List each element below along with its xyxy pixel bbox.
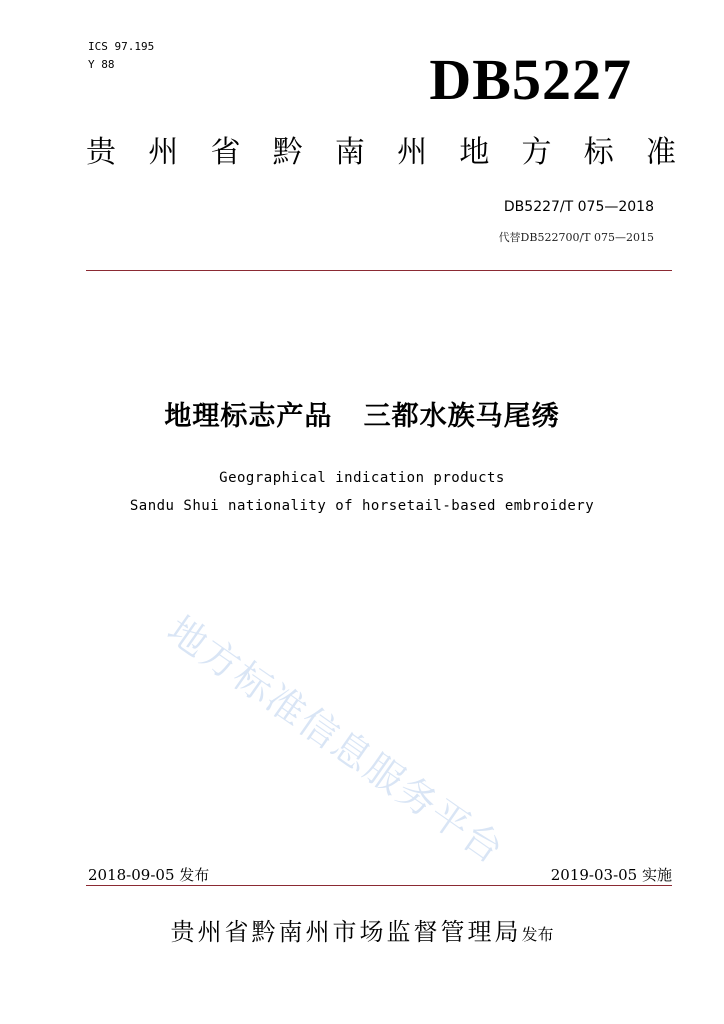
issuer-suffix: 发布 (521, 925, 554, 944)
issuer (0, 912, 724, 947)
ics-code: ICS 97.195 (88, 40, 155, 53)
english-title-line-2: Sandu Shui nationality of horsetail-based embroidery (129, 498, 595, 514)
standard-type-char: 标 (583, 135, 614, 170)
standard-type-char: 州 (148, 135, 179, 170)
replaces-note: 代替DB522700/T 075—2015 (498, 231, 654, 244)
issue-date: 2018-09-05 发布 (88, 866, 210, 884)
watermark: 地方标准信息服务平台 (159, 607, 513, 873)
issuer-name: 贵州省黔南州市场监督管理局 (170, 918, 522, 946)
standard-number: DB5227/T 075—2018 (503, 199, 654, 215)
db-code-logo: DB5227 (429, 47, 632, 112)
standard-type-char: 方 (521, 135, 552, 170)
classification-code: Y 88 (88, 58, 115, 71)
implement-date: 2019-03-05 实施 (550, 866, 672, 884)
standard-type-char: 准 (645, 135, 676, 170)
standard-type-char: 州 (397, 135, 428, 170)
bottom-divider (86, 885, 672, 886)
standard-type-char: 贵 (86, 135, 116, 170)
document-title: 地理标志产品 三都水族马尾绣 (164, 401, 560, 432)
standard-type-char: 省 (210, 135, 241, 170)
standard-type-title (86, 133, 676, 173)
standard-type-char: 地 (459, 135, 490, 170)
top-divider (86, 270, 672, 271)
standard-type-char: 黔 (272, 135, 303, 170)
ics-code-block (88, 38, 154, 74)
standard-type-char: 南 (334, 135, 365, 170)
english-title-line-1: Geographical indication products (219, 470, 505, 486)
